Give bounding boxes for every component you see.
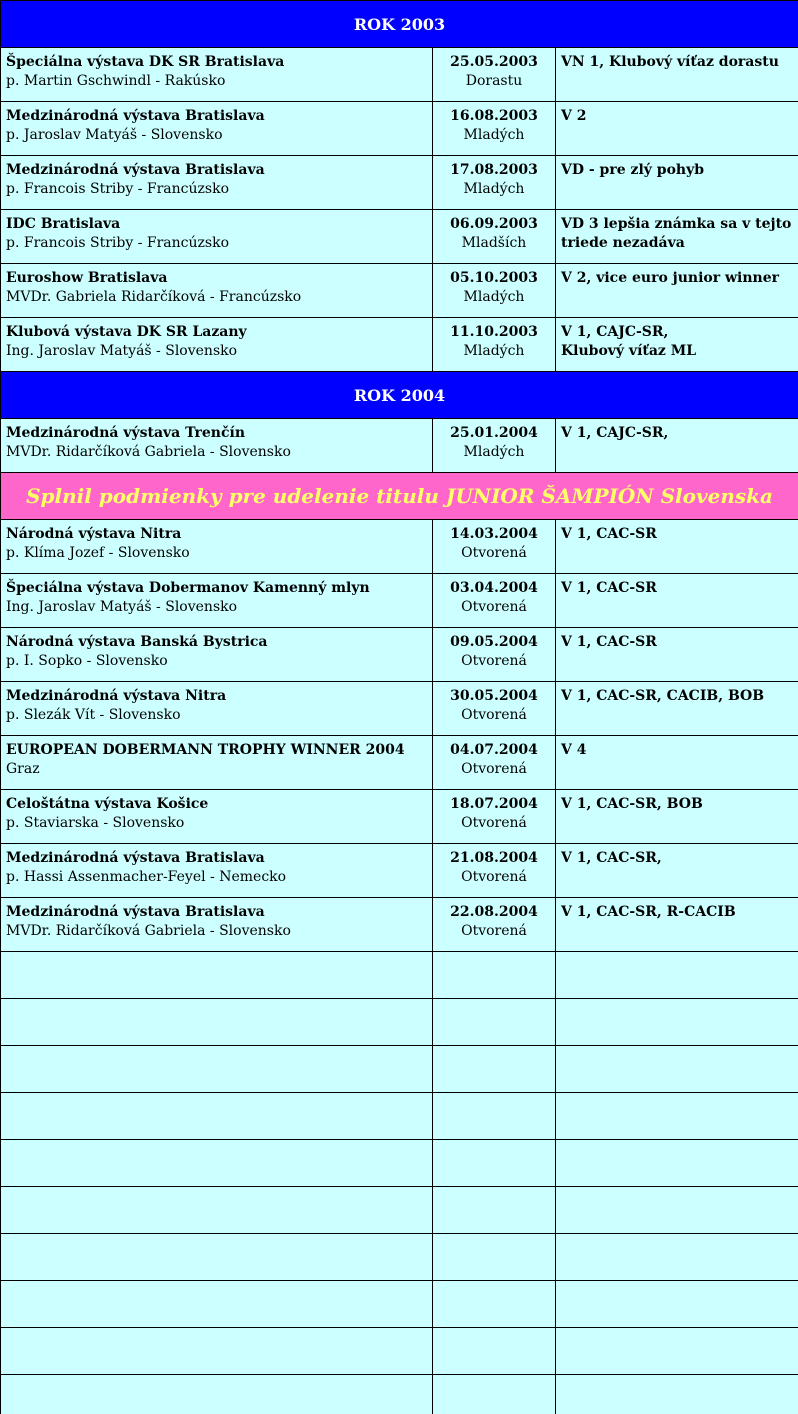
show-date: 22.08.2004 [450,904,538,920]
junior-champion-text: Splnil podmienky pre udelenie titulu JUNIOR ŠAMPIÓN Slovenska [1,473,798,520]
empty-cell [1,1328,433,1375]
result-line-1: V 1, CAC-SR [561,526,657,542]
date-cell [433,102,556,156]
result-cell [556,156,798,210]
show-title: Euroshow Bratislava [6,270,168,286]
show-date: 17.08.2003 [450,162,538,178]
empty-row [1,999,798,1046]
show-cell [1,898,433,952]
show-class: Otvorená [461,599,527,615]
show-date: 25.01.2004 [450,425,538,441]
empty-row [1,1187,798,1234]
show-title: Špeciálna výstava DK SR Bratislava [6,54,285,70]
result-line-1: V 2 [561,108,587,124]
empty-cell [556,1234,798,1281]
show-class: Mladých [463,127,525,143]
empty-row [1,1328,798,1375]
result-line-1: V 1, CAJC-SR, [561,425,669,441]
show-date: 05.10.2003 [450,270,538,286]
show-date: 09.05.2004 [450,634,538,650]
date-cell [433,156,556,210]
result-cell [556,102,798,156]
judge-name: MVDr. Gabriela Ridarčíková - Francúzsko [6,289,302,305]
empty-cell [433,1375,556,1414]
table-row [1,419,798,473]
date-cell [433,628,556,682]
result-cell [556,419,798,473]
empty-cell [433,1328,556,1375]
year-header-2004 [1,372,798,419]
result-line-1: VN 1, Klubový víťaz dorastu [561,54,779,70]
show-date: 25.05.2003 [450,54,538,70]
show-date: 21.08.2004 [450,850,538,866]
junior-champion-banner [1,473,798,520]
show-cell [1,844,433,898]
show-class: Otvorená [461,923,527,939]
show-class: Mladých [463,444,525,460]
judge-name: p. Hassi Assenmacher-Feyel - Nemecko [6,869,287,885]
show-class: Otvorená [461,653,527,669]
table-row [1,48,798,102]
empty-row [1,1093,798,1140]
show-cell [1,156,433,210]
empty-cell [433,999,556,1046]
judge-name: MVDr. Ridarčíková Gabriela - Slovensko [6,923,291,939]
empty-cell [1,1234,433,1281]
table-row [1,264,798,318]
empty-cell [556,1281,798,1328]
show-class: Mladých [463,343,525,359]
show-title: Národná výstava Banská Bystrica [6,634,268,650]
judge-name: p. I. Sopko - Slovensko [6,653,168,669]
show-class: Otvorená [461,761,527,777]
show-cell [1,210,433,264]
show-date: 14.03.2004 [450,526,538,542]
show-cell [1,48,433,102]
date-cell [433,790,556,844]
empty-cell [1,1375,433,1414]
date-cell [433,898,556,952]
show-title: Špeciálna výstava Dobermanov Kamenný mlyn [6,580,370,596]
empty-cell [1,952,433,999]
judge-name: p. Jaroslav Matyáš - Slovensko [6,127,223,143]
result-cell [556,790,798,844]
show-title: Medzinárodná výstava Bratislava [6,108,265,124]
result-cell [556,264,798,318]
show-title: Medzinárodná výstava Bratislava [6,162,265,178]
date-cell [433,318,556,372]
empty-cell [1,1140,433,1187]
show-cell [1,574,433,628]
table-row [1,790,798,844]
date-cell [433,48,556,102]
show-date: 16.08.2003 [450,108,538,124]
show-class: Mladších [461,235,527,251]
judge-name: p. Klíma Jozef - Slovensko [6,545,190,561]
empty-cell [433,1093,556,1140]
empty-cell [556,1328,798,1375]
judge-name: p. Slezák Vít - Slovensko [6,707,181,723]
empty-row [1,1234,798,1281]
result-cell [556,844,798,898]
show-class: Otvorená [461,869,527,885]
judge-name: p. Francois Striby - Francúzsko [6,235,230,251]
table-row [1,102,798,156]
empty-cell [1,1281,433,1328]
show-results-body [1,1,798,1414]
result-cell [556,574,798,628]
show-cell [1,102,433,156]
show-cell [1,790,433,844]
result-line-1: V 4 [561,742,587,758]
show-title: Medzinárodná výstava Bratislava [6,850,265,866]
show-class: Mladých [463,181,525,197]
result-cell [556,48,798,102]
result-line-1: V 1, CAC-SR, CACIB, BOB [561,688,765,704]
judge-name: Graz [6,761,40,777]
result-cell [556,898,798,952]
table-row [1,682,798,736]
show-title: Medzinárodná výstava Trenčín [6,425,245,441]
empty-cell [433,1140,556,1187]
judge-name: Ing. Jaroslav Matyáš - Slovensko [6,599,238,615]
show-cell [1,419,433,473]
judge-name: Ing. Jaroslav Matyáš - Slovensko [6,343,238,359]
result-line-2: triede nezadáva [561,235,685,251]
table-row [1,318,798,372]
result-cell [556,318,798,372]
show-date: 04.07.2004 [450,742,538,758]
show-cell [1,628,433,682]
result-cell [556,682,798,736]
empty-cell [433,1281,556,1328]
show-title: Celoštátna výstava Košice [6,796,209,812]
empty-row [1,952,798,999]
date-cell [433,736,556,790]
empty-cell [556,999,798,1046]
year-label-2004: ROK 2004 [1,372,798,419]
table-row [1,574,798,628]
show-title: Klubová výstava DK SR Lazany [6,324,247,340]
show-date: 03.04.2004 [450,580,538,596]
result-line-1: V 1, CAJC-SR, [561,324,669,340]
empty-cell [1,1046,433,1093]
result-line-1: VD 3 lepšia známka sa v tejto [561,216,792,232]
judge-name: p. Staviarska - Slovensko [6,815,185,831]
table-row [1,736,798,790]
show-cell [1,264,433,318]
empty-cell [1,1093,433,1140]
result-cell [556,520,798,574]
empty-cell [556,1187,798,1234]
judge-name: p. Francois Striby - Francúzsko [6,181,230,197]
show-title: Medzinárodná výstava Nitra [6,688,227,704]
empty-cell [1,999,433,1046]
empty-cell [433,1187,556,1234]
judge-name: p. Martin Gschwindl - Rakúsko [6,73,226,89]
date-cell [433,419,556,473]
empty-cell [433,1234,556,1281]
empty-row [1,1140,798,1187]
empty-cell [556,1046,798,1093]
empty-cell [556,1093,798,1140]
show-cell [1,318,433,372]
empty-cell [433,952,556,999]
date-cell [433,210,556,264]
result-line-1: V 1, CAC-SR [561,580,657,596]
show-class: Otvorená [461,707,527,723]
table-row [1,156,798,210]
show-title: Národná výstava Nitra [6,526,182,542]
show-cell [1,520,433,574]
judge-name: MVDr. Ridarčíková Gabriela - Slovensko [6,444,291,460]
result-cell [556,628,798,682]
show-class: Dorastu [465,73,523,89]
empty-cell [1,1187,433,1234]
result-cell [556,210,798,264]
date-cell [433,520,556,574]
show-date: 11.10.2003 [450,324,538,340]
table-row [1,210,798,264]
show-cell [1,736,433,790]
table-row [1,628,798,682]
empty-cell [556,1375,798,1414]
show-title: Medzinárodná výstava Bratislava [6,904,265,920]
year-label-2003: ROK 2003 [1,1,798,48]
show-date: 06.09.2003 [450,216,538,232]
show-date: 18.07.2004 [450,796,538,812]
show-class: Mladých [463,289,525,305]
result-cell [556,736,798,790]
year-header-2003 [1,1,798,48]
show-title: IDC Bratislava [6,216,121,232]
result-line-1: V 2, vice euro junior winner [561,270,779,286]
empty-cell [556,1140,798,1187]
show-date: 30.05.2004 [450,688,538,704]
table-row [1,520,798,574]
date-cell [433,844,556,898]
empty-row [1,1375,798,1414]
table-row [1,898,798,952]
empty-row [1,1281,798,1328]
empty-cell [556,952,798,999]
table-row [1,844,798,898]
show-title: EUROPEAN DOBERMANN TROPHY WINNER 2004 [6,742,405,758]
date-cell [433,682,556,736]
empty-row [1,1046,798,1093]
show-cell [1,682,433,736]
show-class: Otvorená [461,545,527,561]
result-line-1: V 1, CAC-SR [561,634,657,650]
result-line-1: V 1, CAC-SR, BOB [561,796,703,812]
date-cell [433,264,556,318]
show-class: Otvorená [461,815,527,831]
result-line-2: Klubový víťaz ML [561,343,697,359]
result-line-1: V 1, CAC-SR, [561,850,662,866]
empty-cell [433,1046,556,1093]
result-line-1: V 1, CAC-SR, R-CACIB [561,904,736,920]
result-line-1: VD - pre zlý pohyb [561,162,705,178]
date-cell [433,574,556,628]
